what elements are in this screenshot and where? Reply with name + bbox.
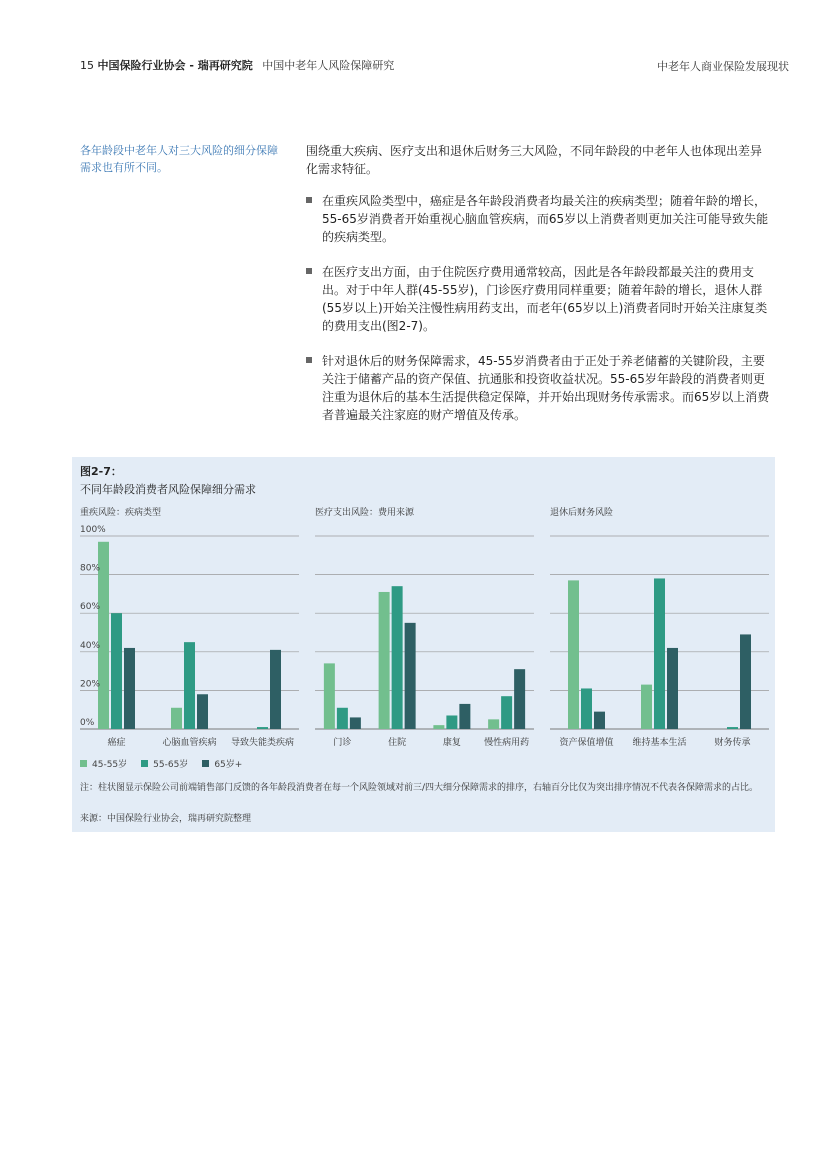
legend-label: 45-55岁 <box>92 760 128 770</box>
bar <box>654 578 665 729</box>
x-tick-label: 维持基本生活 <box>632 738 687 748</box>
bar <box>350 717 361 729</box>
figure-title: 不同年龄段消费者风险保障细分需求 <box>80 483 256 496</box>
figure-source: 来源：中国保险行业协会，瑞再研究院整理 <box>80 814 252 824</box>
bar <box>488 719 499 729</box>
bullet-list <box>306 192 772 441</box>
y-tick-label: 40% <box>80 640 101 651</box>
bullet-square-icon <box>306 197 312 203</box>
panel-title: 重疾风险：疾病类型 <box>80 508 162 518</box>
intro-paragraph: 围绕重大疾病、医疗支出和退休后财务三大风险，不同年龄段的中老年人也体现出差异化需求特征。 <box>306 144 763 176</box>
y-tick-label: 20% <box>80 679 101 690</box>
legend-swatch <box>141 760 148 767</box>
bar <box>197 694 208 729</box>
bar <box>459 704 470 729</box>
bar <box>337 708 348 729</box>
legend-item <box>80 757 127 770</box>
bullet-text: 在重疾风险类型中，癌症是各年龄段消费者均最关注的疾病类型；随着年龄的增长，55-65岁消费者开始重视心脑血管疾病，而65岁以上消费者则更加关注可能导致失能的疾病类型。 <box>322 194 769 244</box>
bar <box>581 688 592 729</box>
header-org: 中国保险行业协会 - 瑞再研究院 <box>97 59 253 72</box>
x-tick-label: 癌症 <box>107 738 126 748</box>
bar <box>667 648 678 729</box>
x-tick-label: 资产保值增值 <box>559 738 614 748</box>
bar <box>727 727 738 729</box>
y-tick-label: 80% <box>80 563 101 574</box>
panel-title: 退休后财务风险 <box>550 508 614 518</box>
figure-number: 图2-7： <box>80 465 122 478</box>
bar <box>392 586 403 729</box>
bar <box>405 623 416 729</box>
x-tick-label: 导致失能类疾病 <box>230 738 295 748</box>
figure-note: 注：柱状图显示保险公司前端销售部门反馈的各年龄段消费者在每一个风险领域对前三/四大细分保障需求的排序，右轴百分比仅为突出排序情况不代表各保障需求的占比。 <box>80 783 759 793</box>
bullet-item <box>306 192 772 246</box>
legend-label: 65岁+ <box>214 760 243 770</box>
bar <box>111 613 122 729</box>
bullet-item <box>306 263 772 335</box>
legend-swatch <box>80 760 87 767</box>
page-header-left <box>80 57 394 73</box>
bar <box>594 712 605 729</box>
bar <box>324 663 335 729</box>
bar <box>501 696 512 729</box>
legend-item <box>141 757 188 770</box>
x-tick-label: 心脑血管疾病 <box>162 738 217 748</box>
bullet-item <box>306 352 772 424</box>
bar <box>171 708 182 729</box>
y-tick-label: 0% <box>80 718 95 728</box>
panel-title: 医疗支出风险：费用来源 <box>315 508 415 518</box>
x-tick-label: 住院 <box>388 738 407 748</box>
legend-label: 55-65岁 <box>153 760 189 770</box>
bullet-square-icon <box>306 268 312 274</box>
y-tick-label: 60% <box>80 602 101 613</box>
sidenote: 各年龄段中老年人对三大风险的细分保障需求也有所不同。 <box>80 144 278 174</box>
x-tick-label: 康复 <box>442 738 461 748</box>
bar <box>124 648 135 729</box>
bar <box>641 685 652 729</box>
bar <box>257 727 268 729</box>
bar <box>446 715 457 729</box>
bullet-text: 针对退休后的财务保障需求，45-55岁消费者由于正处于养老储蓄的关键阶段，主要关注于储蓄产品的资产保值、抗通胀和投资收益状况。55-65岁年龄段的消费者则更注重为退休后的基本生活提供稳定保障，并开始出现财务传承需求。而65岁以上消费者普遍最关注家庭的财产增值及传承。 <box>322 354 770 422</box>
x-tick-label: 门诊 <box>333 738 352 748</box>
bar <box>433 725 444 729</box>
header-report-title: 中国中老年人风险保障研究 <box>262 59 395 72</box>
legend-item <box>202 757 242 770</box>
page-number: 15 <box>80 59 94 72</box>
figure-box <box>72 457 775 832</box>
bar <box>514 669 525 729</box>
bar <box>740 634 751 729</box>
bar <box>270 650 281 729</box>
bar <box>568 580 579 729</box>
header-section-title: 中老年人商业保险发展现状 <box>657 60 789 73</box>
bar-chart <box>72 457 775 757</box>
x-tick-label: 慢性病用药 <box>484 738 530 748</box>
bar <box>184 642 195 729</box>
bullet-square-icon <box>306 357 312 363</box>
chart-legend <box>80 757 242 770</box>
bar <box>379 592 390 729</box>
bullet-text: 在医疗支出方面，由于住院医疗费用通常较高，因此是各年龄段都最关注的费用支出。对于中年人群(45-55岁)，门诊医疗费用同样重要；随着年龄的增长，退休人群(55岁以上)开始关注慢性病用药支出，而老年(65岁以上)消费者同时开始关注康复类的费用支出(图2-7)。 <box>322 265 768 333</box>
legend-swatch <box>202 760 209 767</box>
y-tick-label: 100% <box>80 525 106 535</box>
x-tick-label: 财务传承 <box>714 738 751 748</box>
